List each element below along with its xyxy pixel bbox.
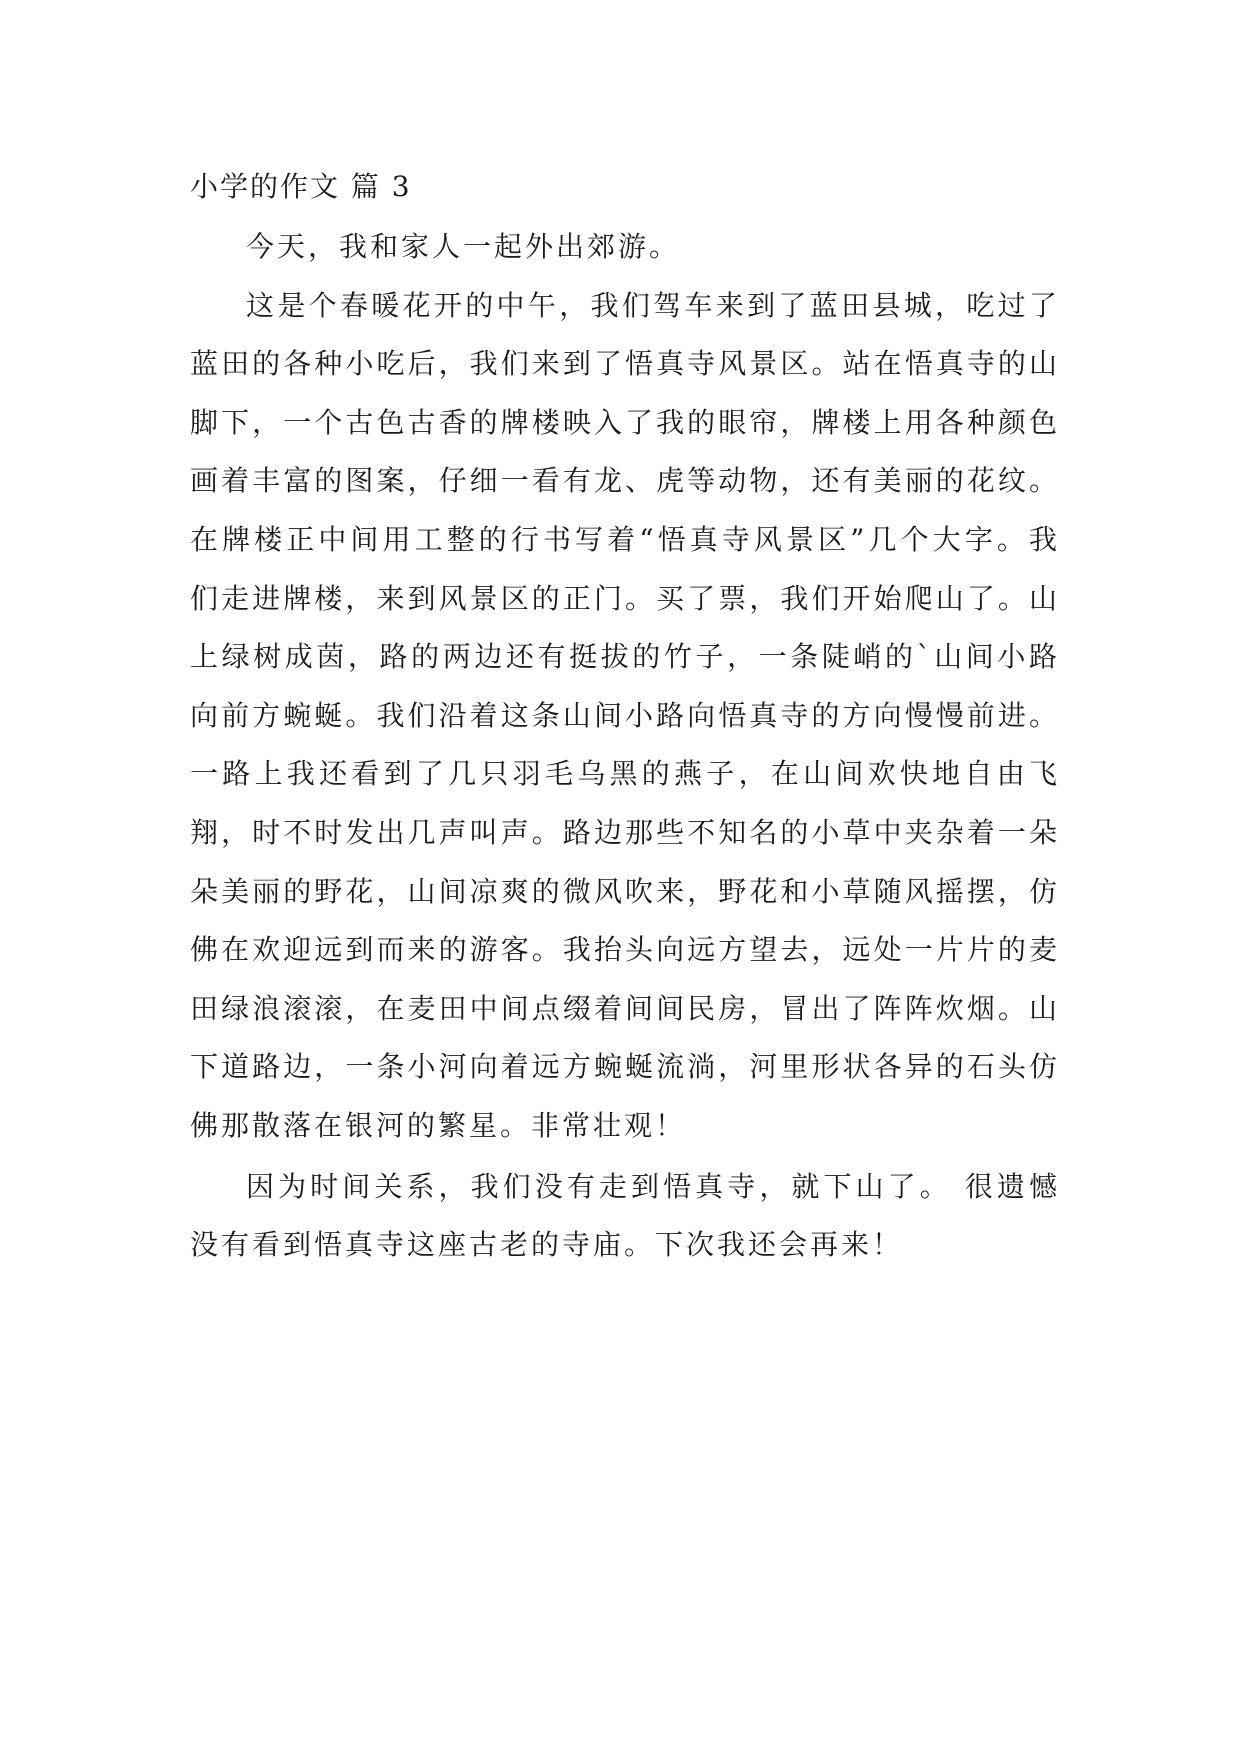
paragraph-intro: 今天，我和家人一起外出郊游。 [246,230,681,263]
document-body [190,160,1060,1275]
paragraph-body: 这是个春暖花开的中午，我们驾车来到了蓝田县城，吃过了蓝田的各种小吃后，我们来到了悟真寺风景区。站在悟真寺的山脚下，一个古色古香的牌楼映入了我的眼帘，牌楼上用各种颜色画着丰富的图案，仔细一看有龙、虎等动物，还有美丽的花纹。在牌楼正中间用工整的行书写着“悟真寺风景区”几个大字。我们走进牌楼，来到风景区的正门。买了票，我们开始爬山了。山上绿树成茵，路的两边还有挺拔的竹子，一条陡峭的`山间小路向前方蜿蜒。我们沿着这条山间小路向悟真寺的方向慢慢前进。一路上我还看到了几只羽毛乌黑的燕子，在山间欢快地自由飞翔，时不时发出几声叫声。路边那些不知名的小草中夹杂着一朵朵美丽的野花，山间凉爽的微风吹来，野花和小草随风摇摆，仿佛在欢迎远到而来的游客。我抬头向远方望去，远处一片片的麦田绿浪滚滚，在麦田中间点缀着间间民房，冒出了阵阵炊烟。山下道路边，一条小河向着远方蜿蜒流淌，河里形状各异的石头仿佛那散落在银河的繁星。非常壮观！ [190,288,1060,1142]
paragraph-closing: 因为时间关系，我们没有走到悟真寺，就下山了。 很遗憾没有看到悟真寺这座古老的寺庙。下次我还会再来！ [190,1169,1060,1262]
document-title: 小学的作文 篇 3 [190,170,412,203]
